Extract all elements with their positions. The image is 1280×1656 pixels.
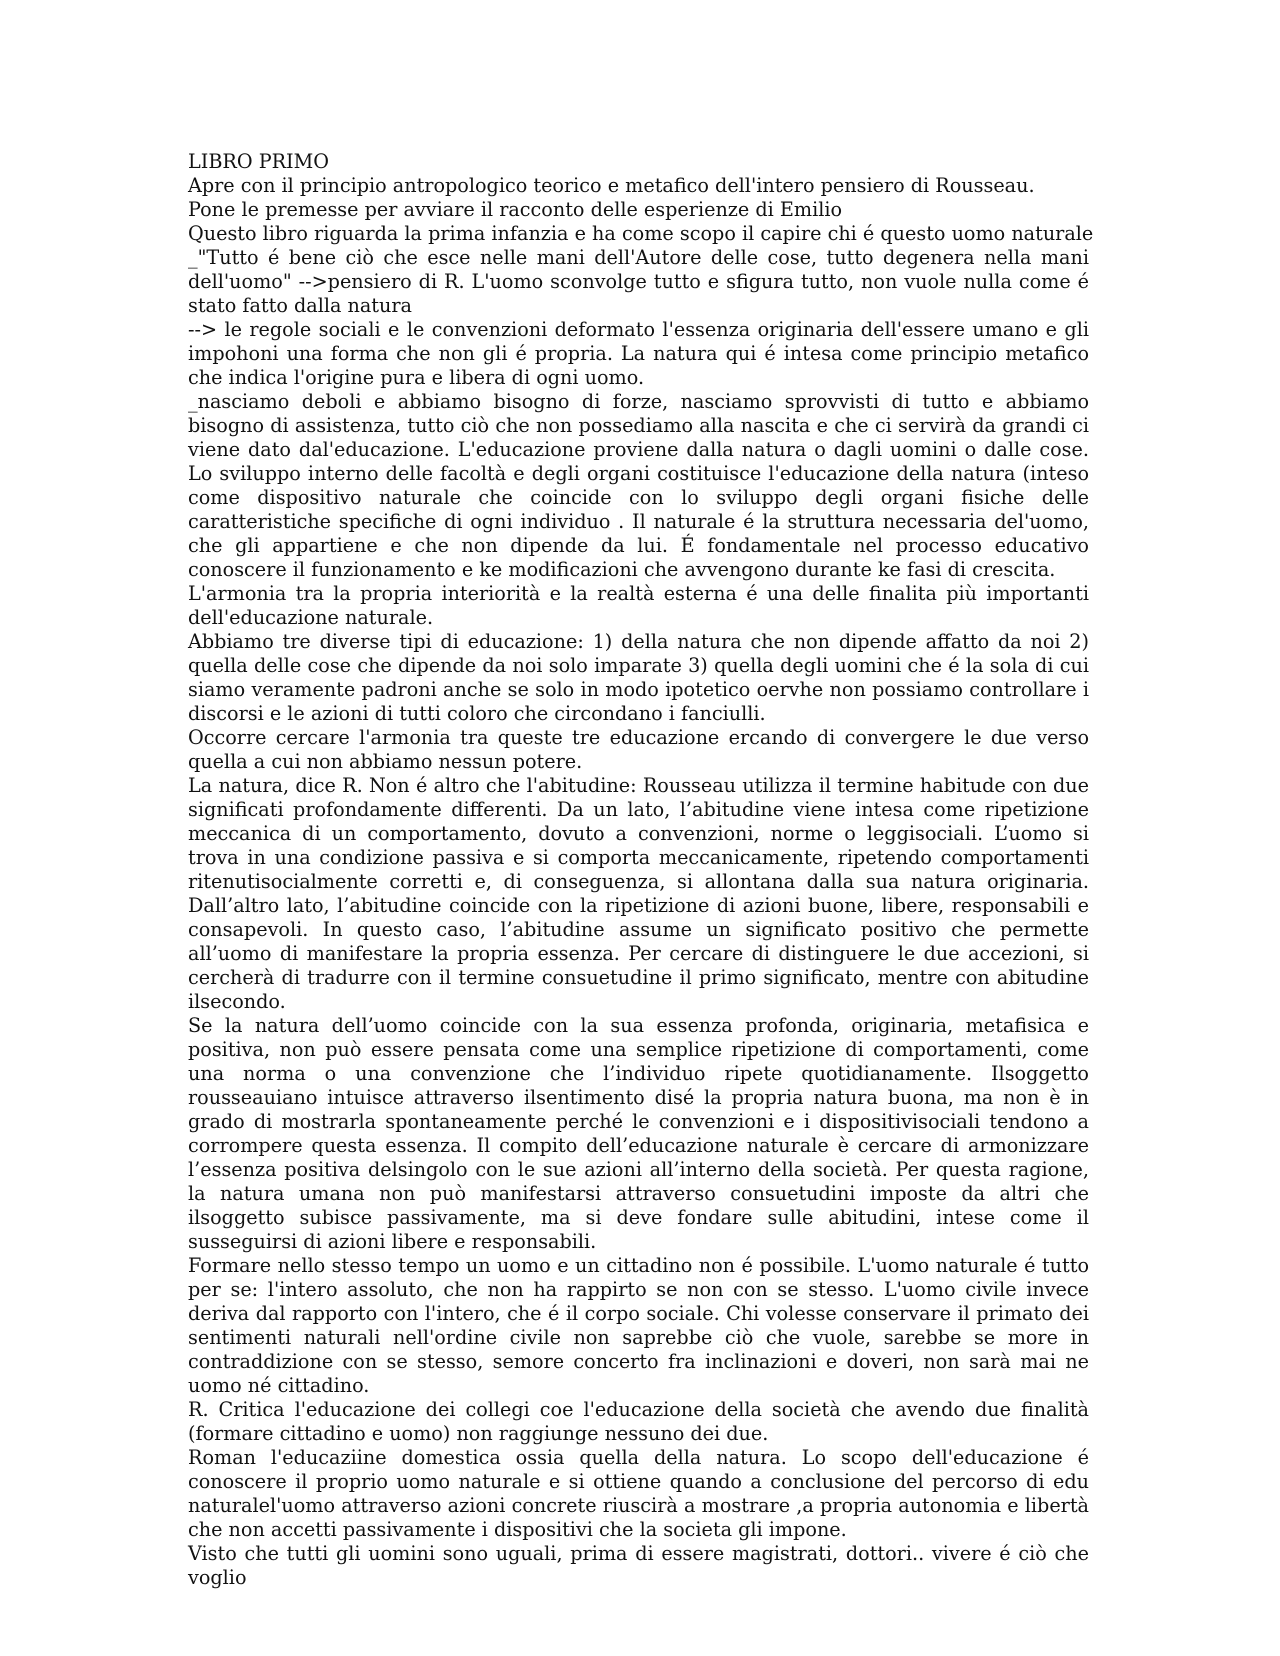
paragraph-abitudine: La natura, dice R. Non é altro che l'abitudine: Rousseau utilizza il termine habitude con due significati profondamente differenti. Da un lato, l’abitudine viene intesa come ripetizione meccanica di un comportamento, dovuto a convenzioni, norme o leggisociali. L’uomo si trova in una condizione passiva e si comporta meccanicamente, ripetendo comportamenti ritenutisocialmente corretti e, di conseguenza, si allontana dalla sua natura originaria. Dall’altro lato, l’abitudine coincide con la ripetizione di azioni buone, libere, responsabili e consapevoli. In questo caso, l’abitudine assume un significato positivo che permette all’uomo di manifestare la propria essenza. Per cercare di distinguere le due accezioni, si cercherà di tradurre con il termine consuetudine il primo significato, mentre con abitudine ilsecondo. [188, 774, 1089, 1013]
paragraph-critica-collegi: R. Critica l'educazione dei collegi coe l'educazione della società che avendo due finalità (formare cittadino e uomo) non raggiunge nessuno dei due. [188, 1398, 1089, 1445]
intro-line-3: Questo libro riguarda la prima infanzia e ha come scopo il capire chi é questo uomo naturale [188, 222, 1094, 245]
paragraph-tutto-bene: _"Tutto é bene ciò che esce nelle mani dell'Autore delle cose, tutto degenera nella mani dell'uomo" -->pensiero di R. L'uomo sconvolge tutto e sfigura tutto, non vuole nulla come é stato fatto dalla natura [188, 246, 1089, 317]
intro-line-1: Apre con il principio antropologico teorico e metafico dell'intero pensiero di Rousseau. [188, 174, 1035, 197]
paragraph-nasciamo-deboli: _nasciamo deboli e abbiamo bisogno di forze, nasciamo sprovvisti di tutto e abbiamo bisogno di assistenza, tutto ciò che non possediamo alla nascita e che ci servirà da grandi ci viene dato dal'educazione. L'educazione proviene dalla natura o dagli uomini o dalle cose. Lo sviluppo interno delle facoltà e degli organi costituisce l'educazione della natura (inteso come dispositivo naturale che coincide con lo sviluppo degli organi fisiche delle caratteristiche specifiche di ogni individuo . Il naturale é la struttura necessaria del'uomo, che gli appartiene e che non dipende da lui. É fondamentale nel processo educativo conoscere il funzionamento e ke modificazioni che avvengono durante ke fasi di crescita. [188, 390, 1089, 581]
intro-line-2: Pone le premesse per avviare il racconto delle esperienze di Emilio [188, 198, 843, 221]
document-page [188, 150, 1094, 1590]
document-title: LIBRO PRIMO [188, 150, 330, 173]
paragraph-armonia: L'armonia tra la propria interiorità e la realtà esterna é una delle finalita più importanti dell'educazione naturale. [188, 582, 1089, 629]
paragraph-occorre-cercare: Occorre cercare l'armonia tra queste tre educazione ercando di convergere le due verso quella a cui non abbiamo nessun potere. [188, 726, 1089, 773]
paragraph-educazione-domestica: Roman l'educaziine domestica ossia quella della natura. Lo scopo dell'educazione é conoscere il proprio uomo naturale e si ottiene quando a conclusione del percorso di edu naturalel'uomo attraverso azioni concrete riuscirà a mostrare ,a propria autonomia e libertà che non accetti passivamente i dispositivi che la societa gli impone. [188, 1446, 1089, 1541]
paragraph-tre-educazioni: Abbiamo tre diverse tipi di educazione: 1) della natura che non dipende affatto da noi 2) quella delle cose che dipende da noi solo imparate 3) quella degli uomini che é la sola di cui siamo veramente padroni anche se solo in modo ipotetico oervhe non possiamo controllare i discorsi e le azioni di tutti coloro che circondano i fanciulli. [188, 630, 1089, 725]
paragraph-regole-sociali: --> le regole sociali e le convenzioni deformato l'essenza originaria dell'essere umano e gli impohoni una forma che non gli é propria. La natura qui é intesa come principio metafico che indica l'origine pura e libera di ogni uomo. [188, 318, 1089, 389]
paragraph-uomini-uguali: Visto che tutti gli uomini sono uguali, prima di essere magistrati, dottori.. vivere é ciò che voglio [188, 1542, 1089, 1589]
paragraph-natura-uomo: Se la natura dell’uomo coincide con la sua essenza profonda, originaria, metafisica e positiva, non può essere pensata come una semplice ripetizione di comportamenti, come una norma o una convenzione che l’individuo ripete quotidianamente. Ilsoggetto rousseauiano intuisce attraverso ilsentimento disé la propria natura buona, ma non è in grado di mostrarla spontaneamente perché le convenzioni e i dispositivisociali tendono a corrompere questa essenza. Il compito dell’educazione naturale è cercare di armonizzare l’essenza positiva delsingolo con le sue azioni all’interno della società. Per questa ragione, la natura umana non può manifestarsi attraverso consuetudini imposte da altri che ilsoggetto subisce passivamente, ma si deve fondare sulle abitudini, intese come il susseguirsi di azioni libere e responsabili. [188, 1014, 1089, 1253]
paragraph-uomo-cittadino: Formare nello stesso tempo un uomo e un cittadino non é possibile. L'uomo naturale é tutto per se: l'intero assoluto, che non ha rappirto se non con se stesso. L'uomo civile invece deriva dal rapporto con l'intero, che é il corpo sociale. Chi volesse conservare il primato dei sentimenti naturali nell'ordine civile non saprebbe ciò che vuole, sarebbe se more in contraddizione con se stesso, semore concerto fra inclinazioni e doveri, non sarà mai ne uomo né cittadino. [188, 1254, 1089, 1397]
